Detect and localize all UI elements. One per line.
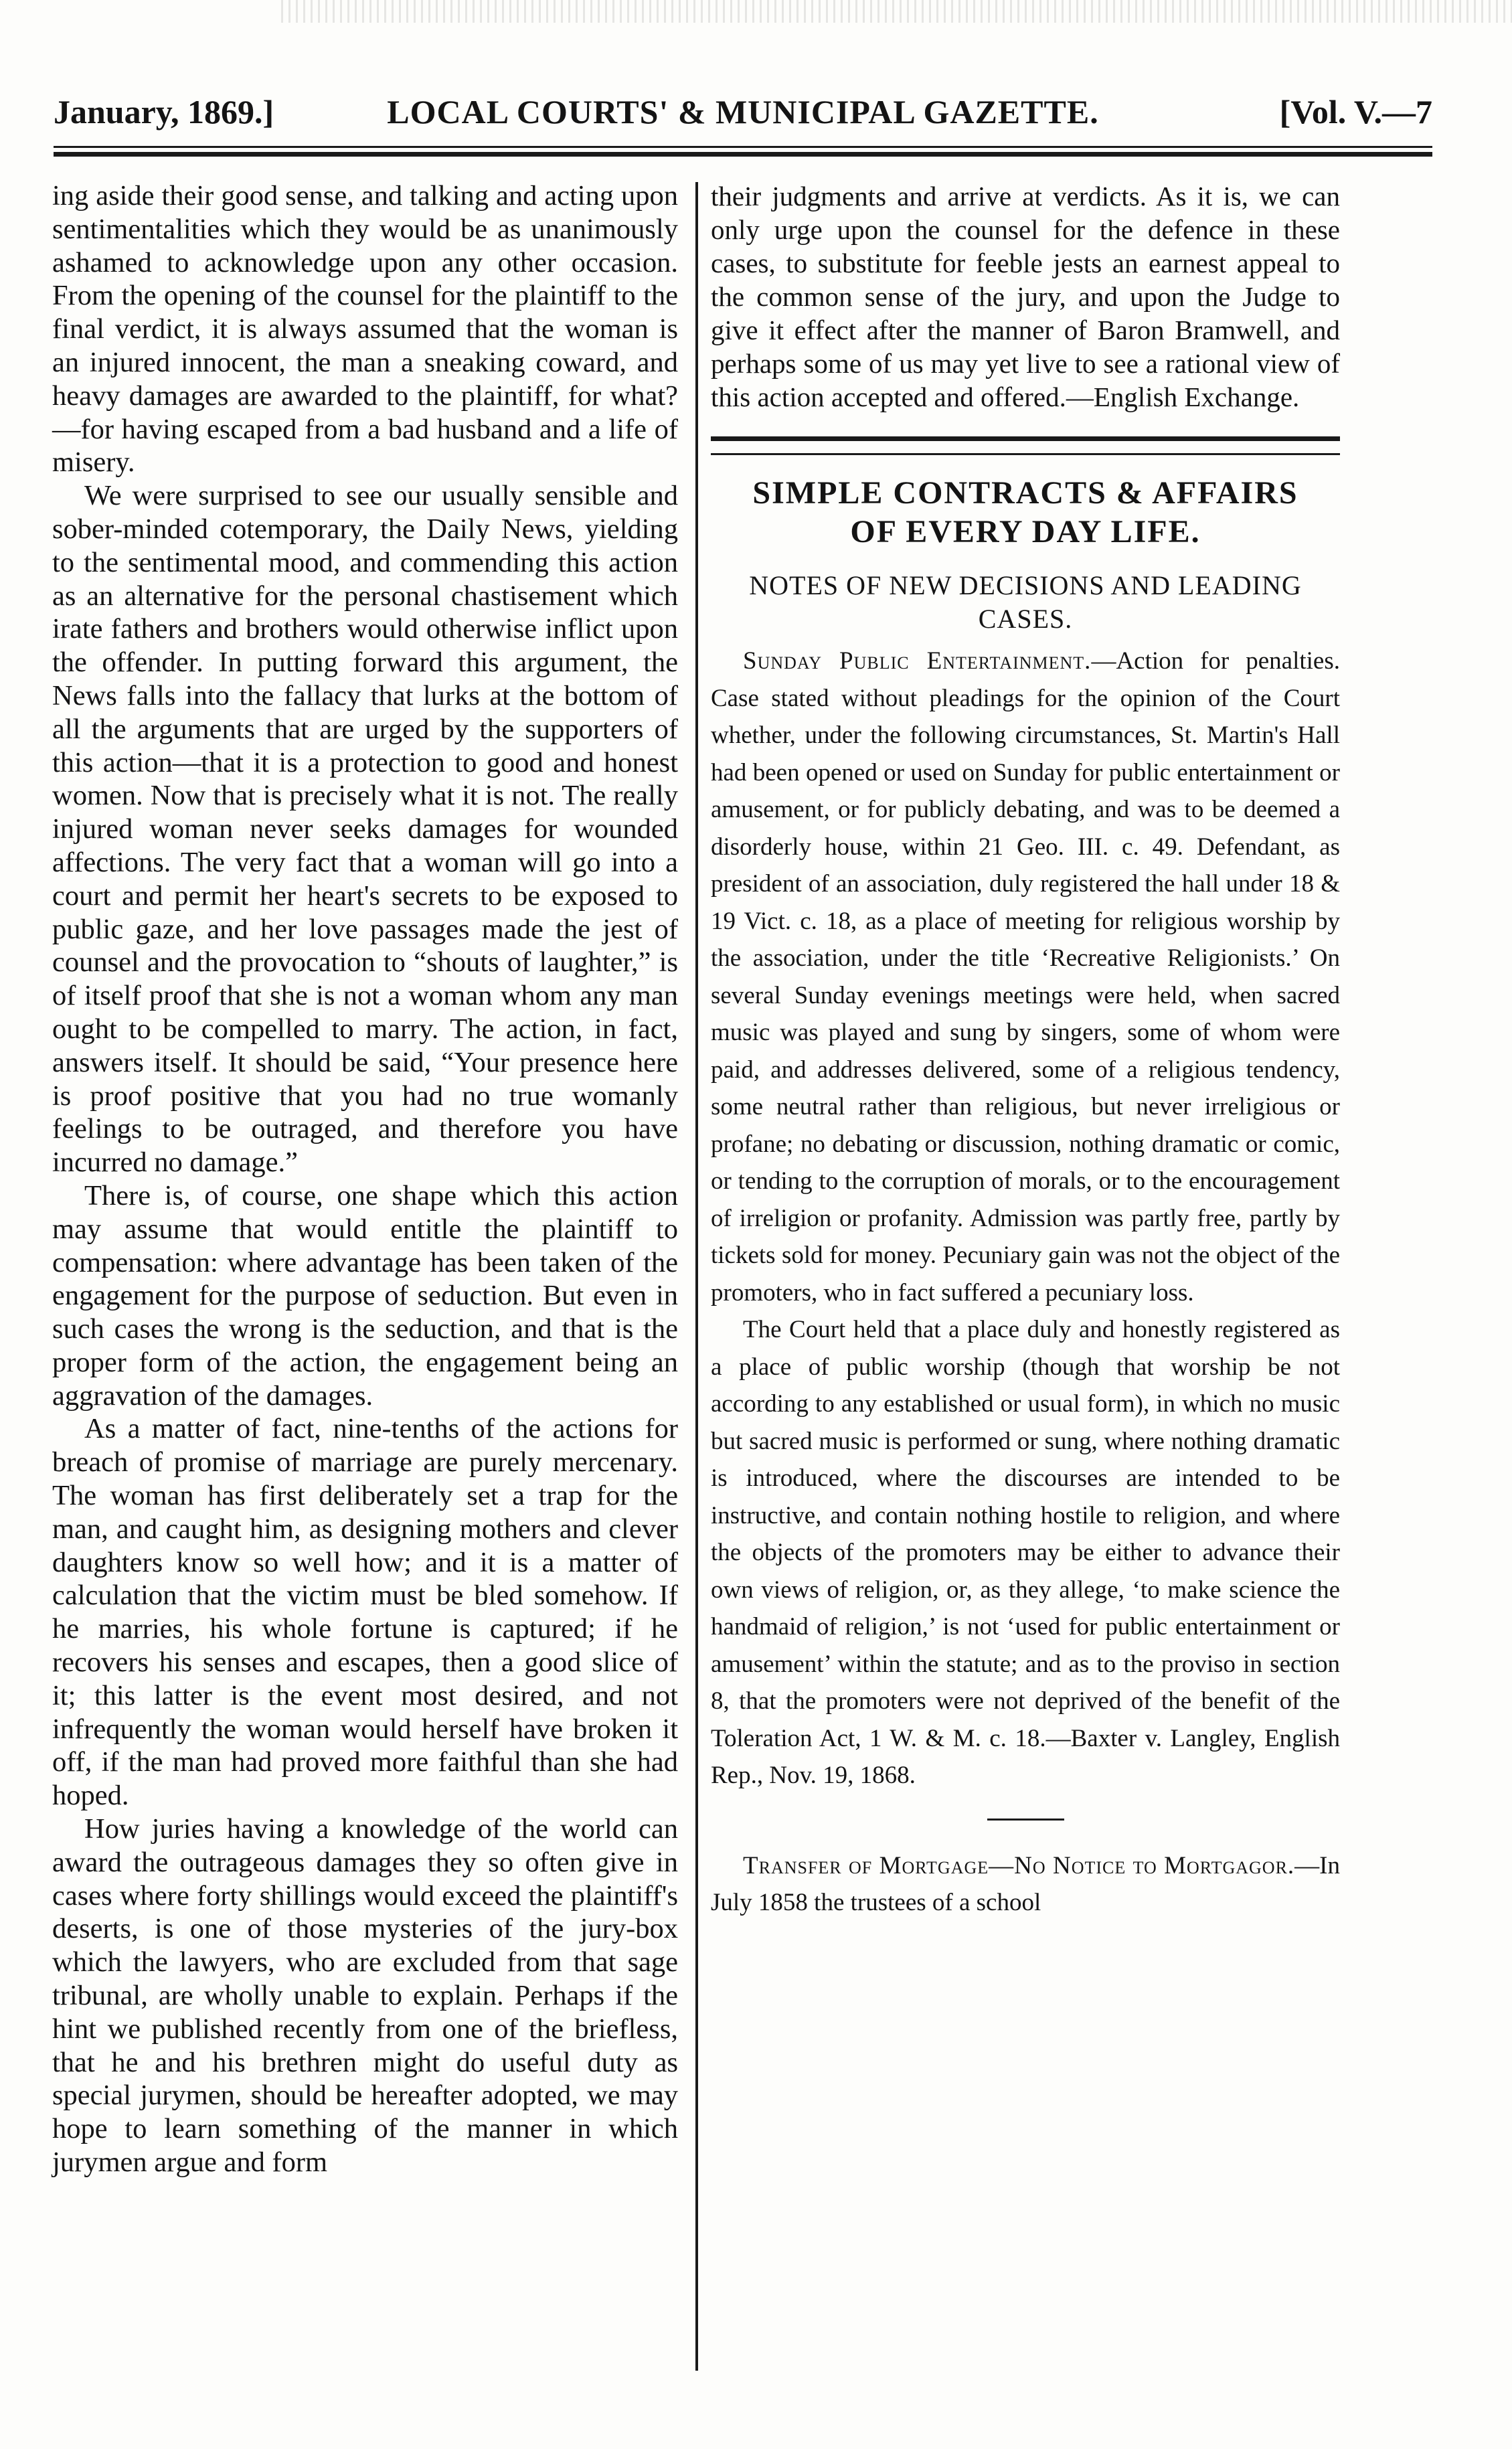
section-title-line2: OF EVERY DAY LIFE.: [850, 514, 1201, 550]
case-sunday-holding: The Court held that a place duly and honestly registered as a place of public worship (though that worship be not according to any established or usual form), in which no music but sacred music is performed or sung, where nothing dramatic is introduced, where the discourses are intended to be instructive, and contain nothing hostile to religion, and where the objects of the promoters may be either to advance their own views of religion, or, as they allege, ‘to make science the handmaid of religion,’ is not ‘used for public entertainment or amusement’ within the statute; and as to the proviso in section 8, that the promoters were not deprived of the benefit of the Toleration Act, 1 W. & M. c. 18.—Baxter v. Langley, English Rep., Nov. 19, 1868.: [711, 1316, 1340, 1789]
running-header: [54, 92, 1432, 139]
case-separator: [987, 1819, 1064, 1821]
section-separator: [711, 436, 1340, 455]
left-paragraph-2: We were surprised to see our usually sensible and sober-minded cotemporary, the Daily News, yielding to the sentimental mood, and commending this action as an alternative for the personal chastisement which irate fathers and brothers would otherwise inflict upon the offender. In putting forward this argument, the News falls into the fallacy that lurks at the bottom of all the arguments that are urged by the supporters of this action—that it is a protection to good and honest women. Now that is precisely what it is not. The really injured woman never seeks damages for wounded affections. The very fact that a woman will go into a court and permit her heart's secrets to be exposed to public gaze, and her love passages made the jest of counsel and the provocation to “shouts of laughter,” is of itself proof that she is not a woman whom any man ought to be compelled to marry. The action, in fact, answers itself. It should be said, “Your presence here is proof positive that you had no true womanly feelings to be outraged, and therefore you have incurred no damage.”: [52, 480, 678, 1179]
left-column: [52, 179, 678, 2179]
case-sunday-title: Sunday Public Entertainment.: [743, 647, 1092, 675]
right-intro-paragraph: their judgments and arrive at verdicts. As it is, we can only urge upon the counsel for the defence in these cases, to substitute for feeble jests an earnest appeal to the common sense of the jury, and upon the Judge to give it effect after the manner of Baron Bramwell, and perhaps some of us may yet live to see a rational view of this action accepted and offered.—English Exchange.: [711, 181, 1340, 412]
right-column: [711, 179, 1340, 1922]
notes-subheading: NOTES OF NEW DECISIONS AND LEADING CASES.: [749, 570, 1302, 634]
header-rule-top: [54, 146, 1432, 148]
case-transfer-mortgage: [711, 1847, 1340, 1922]
case-mortgage-body: —In July 1858 the trustees of a school: [711, 1851, 1340, 1916]
case-sunday-body: —Action for penalties. Case stated without pleadings for the opinion of the Court whether, under the following circumstances, St. Martin's Hall had been opened or used on Sunday for public entertainment or amusement, or for publicly debating, and was to be deemed a disorderly house, within 21 Geo. III. c. 49. Defendant, as president of an association, duly registered the hall under 18 & 19 Vict. c. 18, as a place of meeting for religious worship by the association, under the title ‘Recreative Religionists.’ On several Sunday evenings meetings were held, when sacred music was played and sung by singers, some of whom were paid, and addresses delivered, some of a religious tendency, some neutral rather than religious, but never irreligious or profane; no debating or discussion, nothing dramatic or comic, or tending to the corruption of morals, or to the encouragement of irreligion or profanity. Admission was partly free, partly by tickets sold for money. Pecuniary gain was not the object of the promoters, who in fact suffered a pecuniary loss.: [711, 647, 1340, 1306]
left-paragraph-4: As a matter of fact, nine-tenths of the actions for breach of promise of marriage are purely mercenary. The woman has first deliberately set a trap for the man, and caught him, as designing mothers and clever daughters know so well how; and it is a matter of calculation that the victim must be bled somehow. If he marries, his whole fortune is captured; if he recovers his senses and escapes, then a good slice of it; this latter is the event most desired, and not infrequently the woman would herself have broken it off, if the man had proved more faithful than she had hoped.: [52, 1413, 678, 1812]
header-title: LOCAL COURTS' & MUNICIPAL GAZETTE.: [387, 93, 1099, 131]
column-divider: [695, 182, 698, 2371]
header-date: January, 1869.]: [54, 93, 274, 131]
section-title-line1: SIMPLE CONTRACTS & AFFAIRS: [752, 475, 1298, 511]
case-mortgage-title: Transfer of Mortgage—No Notice to Mortgagor.: [743, 1851, 1295, 1879]
header-rule-bottom: [54, 152, 1432, 157]
left-paragraph-1: ing aside their good sense, and talking and acting upon sentimentalities which they would be as unanimously ashamed to acknowledge upon any other occasion. From the opening of the counsel for the plaintiff to the final verdict, it is always assumed that the woman is an injured innocent, the man a sneaking coward, and heavy damages are awarded to the plaintiff, for what?—for having escaped from a bad husband and a life of misery.: [52, 180, 678, 479]
left-paragraph-5: How juries having a knowledge of the world can award the outrageous damages they so often give in cases where forty shillings would exceed the plaintiff's deserts, is one of those mysteries of the jury-box which the lawyers, who are excluded from that sage tribunal, are wholly unable to explain. Perhaps if the hint we published recently from one of the briefless, that he and his brethren might do useful duty as special jurymen, should be hereafter adopted, we may hope to learn something of the manner in which jurymen argue and form: [52, 1813, 678, 2179]
scan-noise: [281, 0, 1512, 23]
left-paragraph-3: There is, of course, one shape which this action may assume that would entitle the plaintiff to compensation: where advantage has been taken of the engagement for the purpose of seduction. But even in such cases the wrong is the seduction, and that is the proper form of the action, the engagement being an aggravation of the damages.: [52, 1179, 678, 1412]
case-sunday-entertainment: [711, 643, 1340, 1311]
header-volume: [Vol. V.—7: [1279, 93, 1432, 131]
